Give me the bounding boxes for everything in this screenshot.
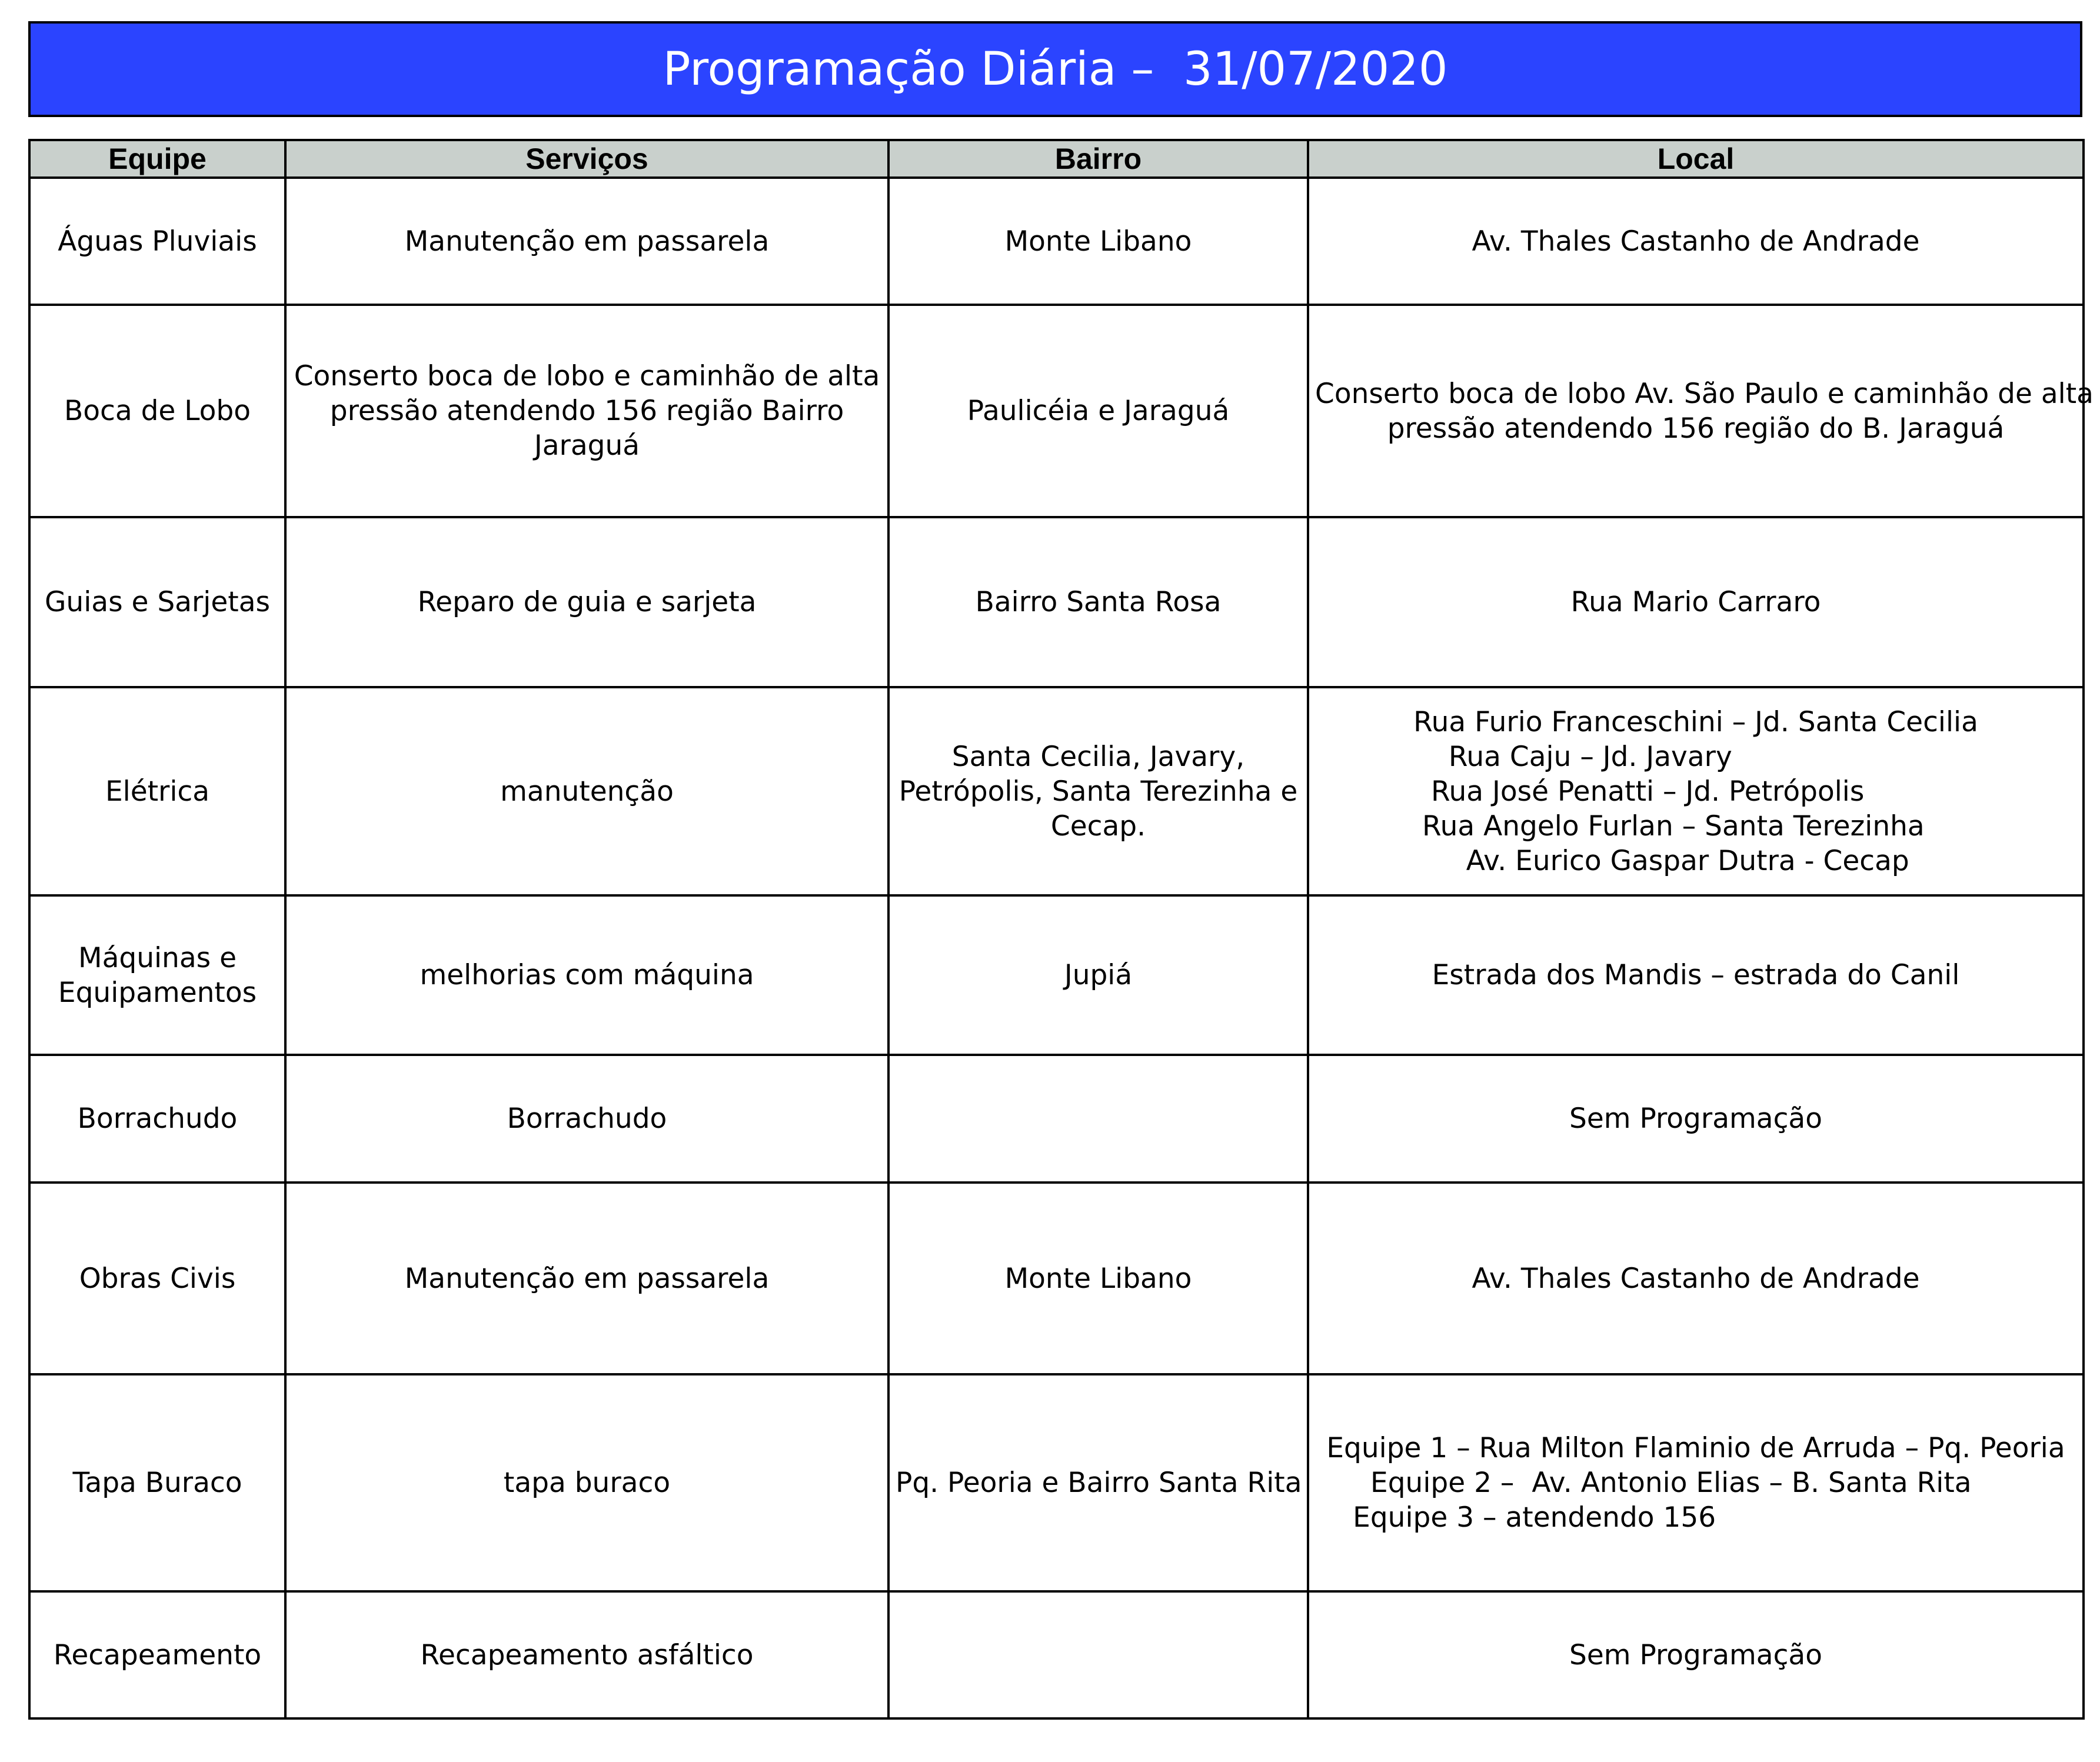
local-text-line: Rua Furio Franceschini – Jd. Santa Cecilia [1413, 705, 1978, 738]
cell-bairro [888, 687, 1308, 895]
equipe-text-line: Boca de Lobo [64, 395, 251, 427]
local-text-line: Conserto boca de lobo Av. São Paulo e caminhão de alta [1315, 377, 2094, 410]
table-row [29, 305, 2084, 517]
bairro-text-line: Cecap. [1050, 810, 1146, 842]
servicos-text-line: Manutenção em passarela [404, 225, 770, 258]
cell-servicos [285, 305, 888, 517]
cell-bairro [888, 1591, 1308, 1718]
table-row [29, 1374, 2084, 1591]
local-text-line: Equipe 3 – atendendo 156 [1326, 1501, 1716, 1534]
column-header-bairro: Bairro [888, 140, 1308, 178]
local-text-line: Rua Angelo Furlan – Santa Terezinha [1413, 810, 1925, 842]
cell-equipe [29, 1374, 285, 1591]
local-lines [1326, 1431, 2065, 1535]
bairro-text-line: Santa Cecilia, Javary, [951, 740, 1245, 773]
equipe-text-line: Equipamentos [58, 976, 257, 1009]
bairro-text-line: Paulicéia e Jaraguá [967, 395, 1230, 427]
cell-bairro [888, 305, 1308, 517]
schedule-table [28, 139, 2094, 1720]
local-text-line: Equipe 2 – Av. Antonio Elias – B. Santa Rita [1326, 1467, 1972, 1499]
column-header-servicos: Serviços [285, 140, 888, 178]
cell-equipe [29, 1183, 285, 1374]
servicos-text-line: Reparo de guia e sarjeta [417, 586, 757, 618]
cell-local [1308, 1374, 2084, 1591]
servicos-text-line: tapa buraco [503, 1467, 671, 1499]
servicos-text-line: pressão atendendo 156 região Bairro [330, 395, 844, 427]
cell-equipe [29, 895, 285, 1055]
servicos-text-line: Manutenção em passarela [404, 1262, 770, 1295]
equipe-text-line: Borrachudo [77, 1103, 238, 1135]
equipe-text-line: Guias e Sarjetas [45, 586, 270, 618]
cell-equipe [29, 517, 285, 687]
cell-local [1308, 1055, 2084, 1183]
equipe-text-line: Máquinas e [78, 941, 237, 974]
table-row [29, 1183, 2084, 1374]
cell-servicos [285, 1183, 888, 1374]
local-text-line: Rua José Penatti – Jd. Petrópolis [1413, 775, 1865, 808]
cell-equipe [29, 1591, 285, 1718]
equipe-text-line: Elétrica [105, 775, 210, 808]
column-header-local: Local [1308, 140, 2084, 178]
servicos-text-line: Recapeamento asfáltico [420, 1638, 754, 1671]
cell-local [1308, 895, 2084, 1055]
cell-local [1308, 517, 2084, 687]
page-title: Programação Diária – 31/07/2020 [28, 21, 2082, 117]
cell-servicos [285, 517, 888, 687]
column-header-equipe: Equipe [29, 140, 285, 178]
table-row [29, 687, 2084, 895]
cell-bairro [888, 1374, 1308, 1591]
cell-equipe [29, 305, 285, 517]
cell-bairro [888, 895, 1308, 1055]
equipe-text-line: Obras Civis [79, 1262, 236, 1295]
cell-local [1308, 1591, 2084, 1718]
cell-local [1308, 305, 2094, 517]
table-row [29, 1055, 2084, 1183]
bairro-text-line: Monte Libano [1004, 225, 1192, 258]
servicos-text-line: Borrachudo [507, 1103, 667, 1135]
servicos-text-line: manutenção [500, 775, 674, 808]
cell-bairro [888, 178, 1308, 305]
servicos-text-line: Jaraguá [534, 429, 640, 462]
local-text-line: Av. Thales Castanho de Andrade [1472, 225, 1920, 258]
local-lines [1413, 705, 1978, 878]
equipe-text-line: Recapeamento [53, 1638, 262, 1671]
bairro-text-line: Monte Libano [1004, 1262, 1192, 1295]
local-text-line: Estrada dos Mandis – estrada do Canil [1432, 959, 1960, 991]
bairro-text-line: Petrópolis, Santa Terezinha e [898, 775, 1298, 808]
local-text-line: pressão atendendo 156 região do B. Jaraguá [1387, 412, 2005, 445]
servicos-text-line: Conserto boca de lobo e caminhão de alta [294, 360, 880, 392]
table-row [29, 517, 2084, 687]
equipe-text-line: Tapa Buraco [72, 1467, 242, 1499]
local-text-line: Rua Mario Carraro [1570, 586, 1821, 618]
cell-servicos [285, 1374, 888, 1591]
cell-servicos [285, 1055, 888, 1183]
cell-servicos [285, 895, 888, 1055]
local-text-line: Equipe 1 – Rua Milton Flaminio de Arruda – Pq. Peoria [1326, 1432, 2065, 1464]
local-text-line: Av. Thales Castanho de Andrade [1472, 1262, 1920, 1295]
equipe-text-line: Águas Pluviais [58, 225, 257, 258]
cell-bairro [888, 517, 1308, 687]
cell-servicos [285, 1591, 888, 1718]
bairro-text-line: Jupiá [1064, 959, 1133, 991]
local-text-line: Sem Programação [1569, 1103, 1822, 1135]
bairro-text-line: Bairro Santa Rosa [975, 586, 1222, 618]
servicos-text-line: melhorias com máquina [420, 959, 754, 991]
cell-servicos [285, 687, 888, 895]
local-text-line: Av. Eurico Gaspar Dutra - Cecap [1413, 844, 1909, 877]
cell-local [1308, 1183, 2084, 1374]
cell-local [1308, 687, 2084, 895]
local-text-line: Rua Caju – Jd. Javary [1413, 740, 1732, 773]
cell-equipe [29, 687, 285, 895]
cell-equipe [29, 1055, 285, 1183]
cell-equipe [29, 178, 285, 305]
table-header-row [29, 140, 2084, 178]
local-text-line: Sem Programação [1569, 1638, 1822, 1671]
cell-bairro [888, 1183, 1308, 1374]
cell-servicos [285, 178, 888, 305]
cell-local [1308, 178, 2084, 305]
bairro-text-line: Pq. Peoria e Bairro Santa Rita [896, 1467, 1302, 1499]
table-row [29, 1591, 2084, 1718]
cell-bairro [888, 1055, 1308, 1183]
table-row [29, 178, 2084, 305]
table-row [29, 895, 2084, 1055]
